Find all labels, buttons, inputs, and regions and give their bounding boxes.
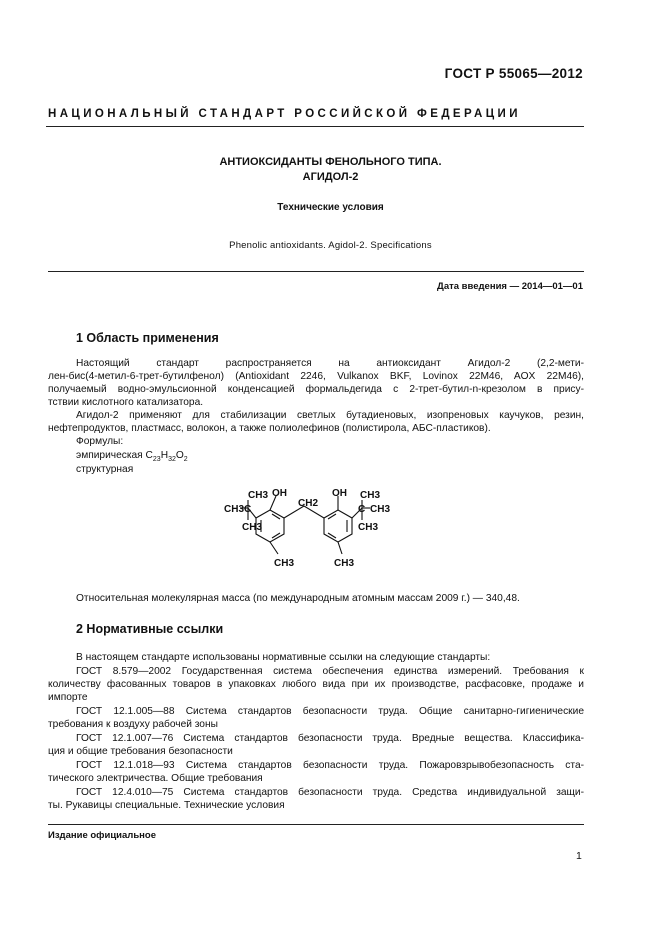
ref-line: требования к воздуху рабочей зоны [48,719,218,730]
ref-line: количеству фасованных товаров в упаковках любого вида при их производстве, расфасовке, продаже и [48,679,584,690]
section-2-heading: 2 Нормативные ссылки [76,622,224,636]
ch3-bottom-tbu-right-label: CH3 [358,522,379,533]
bottom-divider [48,824,584,825]
title-line-2: АГИДОЛ-2 [302,171,359,183]
c-right-label: C [358,504,366,515]
s1-paragraph-2-line-2: нефтепродуктов, пластмасс, волокон, а также полиолефинов (полистирола, АБС-пластиков). [48,423,491,434]
formulas-label: Формулы: [76,436,124,447]
s1-paragraph-1-line-3: получаемый водно-эмульсионной конденсацией формальдегида с 2-трет-бутил-n-крезолом в прису- [48,384,584,395]
s2-intro: В настоящем стандарте использованы нормативные ссылки на следующие стандарты: [76,652,491,663]
ref-line: ты. Рукавицы специальные. Технические условия [48,800,285,811]
empirical-formula: $C_{23}H_{32}O_2$ [145,450,188,464]
title-line-1: АНТИОКСИДАНТЫ ФЕНОЛЬНОГО ТИПА. [219,156,442,168]
ref-line: ГОСТ 12.1.007—76 Система стандартов безопасности труда. Вредные вещества. Классифика- [76,733,584,744]
ref-line: ция и общие требования безопасности [48,746,233,757]
ref-line: импорте [48,692,88,703]
page-number: 1 [576,850,582,862]
ch3-top-left-label: CH3 [248,490,269,501]
s1-paragraph-1-line-2: лен-бис(4-метил-6-трет-бутилфенол) (Antioxidant 2246, Vulkanox BKF, Lovinox 22M46, AOX 22M46), [48,371,584,382]
english-title: Phenolic antioxidants. Agidol-2. Specifications [229,240,432,251]
ch3-ring-right-label: CH3 [334,558,355,569]
introduction-date: Дата введения — 2014—01—01 [437,281,583,292]
structural-formula-diagram [220,484,420,574]
molar-mass-line: Относительная молекулярная масса (по международным атомным массам 2009 г.) — 340,48. [76,593,520,604]
ref-line: ГОСТ 12.4.010—75 Система стандартов безопасности труда. Средства индивидуальной защи- [76,787,584,798]
ch3-bottom-tbu-left-label: CH3 [242,522,263,533]
gost-number: ГОСТ Р 55065—2012 [444,66,583,81]
ref-line: ГОСТ 8.579—2002 Государственная система обеспечения единства измерений. Требования к [76,666,584,677]
ref-line: ГОСТ 12.1.018—93 Система стандартов безопасности труда. Пожаровзрывобезопасность ста- [76,760,584,771]
ch2-label: CH2 [298,498,319,509]
ref-line: тического электричества. Общие требования [48,773,263,784]
s1-paragraph-1-line-1: Настоящий стандарт распространяется на антиоксидант Агидол-2 (2,2-мети- [76,358,584,369]
edition-label: Издание официальное [48,830,156,841]
right-benzene-ring [324,510,352,542]
c-left-label: C [244,504,252,515]
oh-left-label: OH [272,488,287,499]
ch3-ring-left-label: CH3 [274,558,295,569]
ch3-top-right-label: CH3 [360,490,381,501]
structural-label: структурная [76,464,134,475]
national-standard-banner: НАЦИОНАЛЬНЫЙ СТАНДАРТ РОССИЙСКОЙ ФЕДЕРАЦИИ [48,108,521,120]
empirical-label: эмпирическая [76,450,143,461]
s1-paragraph-1-line-4: тствии кислотного катализатора. [48,397,204,408]
middle-divider [48,271,584,272]
oh-right-label: OH [332,488,347,499]
top-divider [46,126,584,127]
title-subtitle: Технические условия [277,202,384,213]
section-1-heading: 1 Область применения [76,331,219,345]
ch3-mid-right-label: CH3 [370,504,391,515]
s1-paragraph-2-line-1: Агидол-2 применяют для стабилизации светлых бутадиеновых, изопреновых каучуков, резин, [76,410,584,421]
ref-line: ГОСТ 12.1.005—88 Система стандартов безопасности труда. Общие санитарно-гигиенические [76,706,584,717]
ch3-mid-left-label: CH3 [224,504,245,515]
